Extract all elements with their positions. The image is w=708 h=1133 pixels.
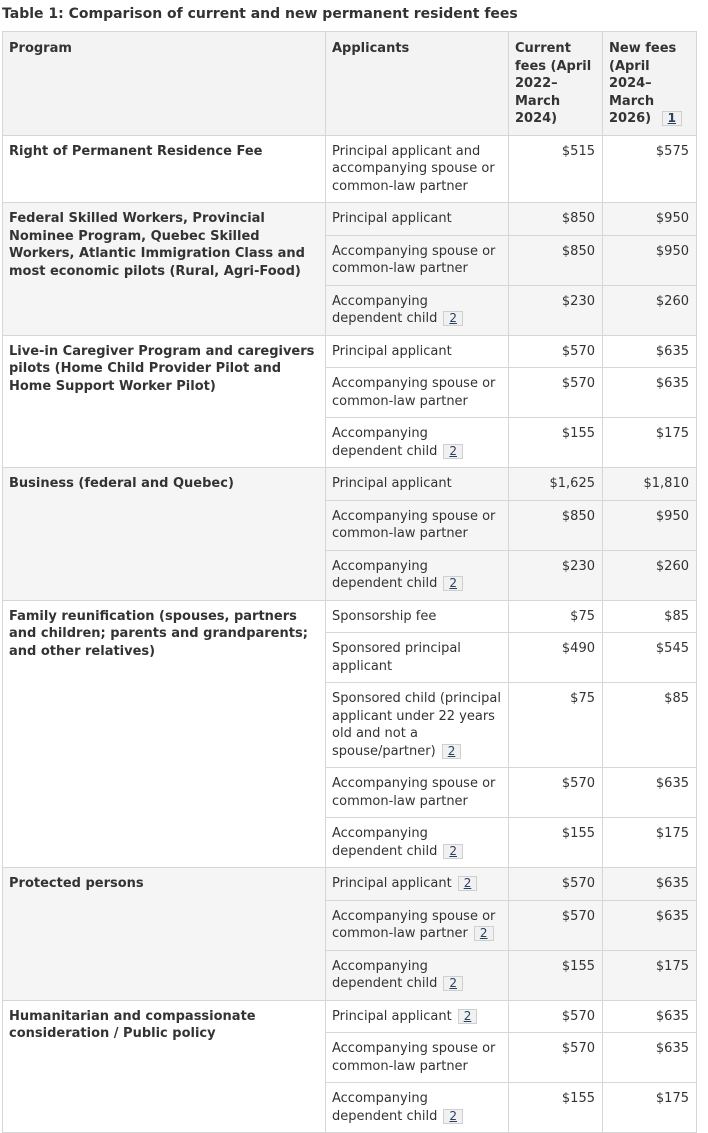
applicant-label: Principal applicant — [332, 476, 452, 491]
applicant-label: Accompanying spouse or common-law partner — [332, 376, 496, 409]
program-cell: Humanitarian and compassionate consideration / Public policy — [3, 1000, 326, 1133]
header-current-fees: Current fees (April 2022–March 2024) — [509, 32, 603, 136]
table-row — [3, 335, 697, 368]
table-row — [3, 1000, 697, 1033]
applicant-label: Principal applicant — [332, 1008, 452, 1024]
table-caption: Table 1: Comparison of current and new permanent resident fees — [2, 6, 518, 22]
footnote-link[interactable]: 2 — [443, 1109, 463, 1124]
new-fee-cell: $950 — [603, 235, 697, 285]
program-cell: Federal Skilled Workers, Provincial Nominee Program, Quebec Skilled Workers, Atlantic Immigration Class and most economic pilots (Rural, Agri-Food) — [3, 203, 326, 336]
new-fee-cell: $635 — [603, 900, 697, 950]
new-fee-cell: $635 — [603, 1000, 697, 1033]
applicant-cell — [326, 868, 509, 901]
applicant-label: Accompanying dependent child — [332, 293, 438, 326]
program-cell: Live-in Caregiver Program and caregivers pilots (Home Child Provider Pilot and Home Support Worker Pilot) — [3, 335, 326, 468]
applicant-cell — [326, 900, 509, 950]
new-fee-cell: $1,810 — [603, 468, 697, 501]
new-fee-cell: $635 — [603, 1033, 697, 1083]
applicant-cell — [326, 235, 509, 285]
footnote-link[interactable]: 2 — [443, 976, 463, 991]
current-fee-cell: $230 — [509, 550, 603, 600]
current-fee-cell: $1,625 — [509, 468, 603, 501]
current-fee-cell: $570 — [509, 900, 603, 950]
program-cell: Business (federal and Quebec) — [3, 468, 326, 601]
applicant-cell — [326, 335, 509, 368]
applicant-label: Accompanying spouse or common-law partner — [332, 776, 496, 809]
applicant-cell — [326, 1000, 509, 1033]
table-row — [3, 135, 697, 203]
table-row — [3, 868, 697, 901]
current-fee-cell: $515 — [509, 135, 603, 203]
footnote-link[interactable]: 2 — [458, 1009, 478, 1024]
current-fee-cell: $230 — [509, 285, 603, 335]
applicant-cell — [326, 633, 509, 683]
applicant-label: Accompanying dependent child — [332, 1091, 438, 1124]
program-cell: Protected persons — [3, 868, 326, 1001]
header-applicants: Applicants — [326, 32, 509, 136]
new-fee-cell: $260 — [603, 550, 697, 600]
new-fee-cell: $545 — [603, 633, 697, 683]
table-row — [3, 600, 697, 633]
current-fee-cell: $75 — [509, 683, 603, 768]
table-row — [3, 468, 697, 501]
current-fee-cell: $155 — [509, 418, 603, 468]
applicant-cell — [326, 550, 509, 600]
applicant-cell — [326, 135, 509, 203]
applicant-cell — [326, 285, 509, 335]
applicant-label: Principal applicant — [332, 876, 452, 891]
applicant-label: Sponsored principal applicant — [332, 641, 461, 674]
current-fee-cell: $570 — [509, 1033, 603, 1083]
fees-table — [2, 31, 697, 1133]
applicant-label: Accompanying dependent child — [332, 426, 438, 459]
current-fee-cell: $155 — [509, 950, 603, 1000]
footnote-link[interactable]: 2 — [458, 876, 478, 891]
new-fee-cell: $635 — [603, 368, 697, 418]
header-new-fees-label: New fees (April 2024–March 2026) — [609, 41, 677, 126]
footnote-link[interactable]: 2 — [443, 444, 463, 459]
header-new-fees — [603, 32, 697, 136]
applicant-label: Accompanying dependent child — [332, 826, 438, 859]
applicant-label: Accompanying spouse or common-law partner — [332, 243, 496, 276]
applicant-cell — [326, 1033, 509, 1083]
program-cell: Family reunification (spouses, partners and children; parents and grandparents; and other relatives) — [3, 600, 326, 868]
footnote-link[interactable]: 2 — [443, 576, 463, 591]
current-fee-cell: $75 — [509, 600, 603, 633]
footnote-link[interactable]: 2 — [443, 311, 463, 326]
new-fee-cell: $635 — [603, 868, 697, 901]
new-fee-cell: $175 — [603, 818, 697, 868]
applicant-label: Accompanying spouse or common-law partner — [332, 1041, 496, 1074]
current-fee-cell: $570 — [509, 768, 603, 818]
new-fee-cell: $575 — [603, 135, 697, 203]
new-fee-cell: $85 — [603, 683, 697, 768]
applicant-cell — [326, 1083, 509, 1133]
applicant-cell — [326, 768, 509, 818]
program-cell: Right of Permanent Residence Fee — [3, 135, 326, 203]
footnote-link[interactable]: 1 — [662, 111, 682, 126]
applicant-cell — [326, 368, 509, 418]
current-fee-cell: $155 — [509, 1083, 603, 1133]
applicant-cell — [326, 950, 509, 1000]
current-fee-cell: $850 — [509, 235, 603, 285]
applicant-label: Accompanying spouse or common-law partner — [332, 508, 496, 541]
applicant-label: Accompanying spouse or common-law partner — [332, 908, 496, 941]
new-fee-cell: $635 — [603, 768, 697, 818]
new-fee-cell: $175 — [603, 950, 697, 1000]
new-fee-cell: $950 — [603, 500, 697, 550]
applicant-cell — [326, 500, 509, 550]
current-fee-cell: $155 — [509, 818, 603, 868]
applicant-cell — [326, 418, 509, 468]
new-fee-cell: $175 — [603, 1083, 697, 1133]
new-fee-cell: $950 — [603, 203, 697, 236]
applicant-label: Principal applicant and accompanying spouse or common-law partner — [332, 143, 495, 194]
new-fee-cell: $635 — [603, 335, 697, 368]
current-fee-cell: $490 — [509, 633, 603, 683]
applicant-cell — [326, 468, 509, 501]
current-fee-cell: $850 — [509, 500, 603, 550]
current-fee-cell: $570 — [509, 1000, 603, 1033]
applicant-label: Accompanying dependent child — [332, 958, 438, 991]
footnote-link[interactable]: 2 — [442, 744, 462, 759]
applicant-cell — [326, 818, 509, 868]
header-program: Program — [3, 32, 326, 136]
current-fee-cell: $570 — [509, 368, 603, 418]
applicant-label: Sponsorship fee — [332, 608, 437, 624]
new-fee-cell: $85 — [603, 600, 697, 633]
new-fee-cell: $175 — [603, 418, 697, 468]
applicant-cell — [326, 203, 509, 236]
applicant-label: Principal applicant — [332, 343, 452, 359]
current-fee-cell: $570 — [509, 335, 603, 368]
footnote-link[interactable]: 2 — [443, 844, 463, 859]
applicant-label: Principal applicant — [332, 211, 452, 226]
new-fee-cell: $260 — [603, 285, 697, 335]
table-body — [3, 135, 697, 1133]
current-fee-cell: $850 — [509, 203, 603, 236]
applicant-cell — [326, 683, 509, 768]
applicant-label: Accompanying dependent child — [332, 558, 438, 591]
table-row — [3, 203, 697, 236]
applicant-label: Sponsored child (principal applicant under 22 years old and not a spouse/partner) — [332, 691, 501, 759]
applicant-cell — [326, 600, 509, 633]
current-fee-cell: $570 — [509, 868, 603, 901]
footnote-link[interactable]: 2 — [474, 926, 494, 941]
